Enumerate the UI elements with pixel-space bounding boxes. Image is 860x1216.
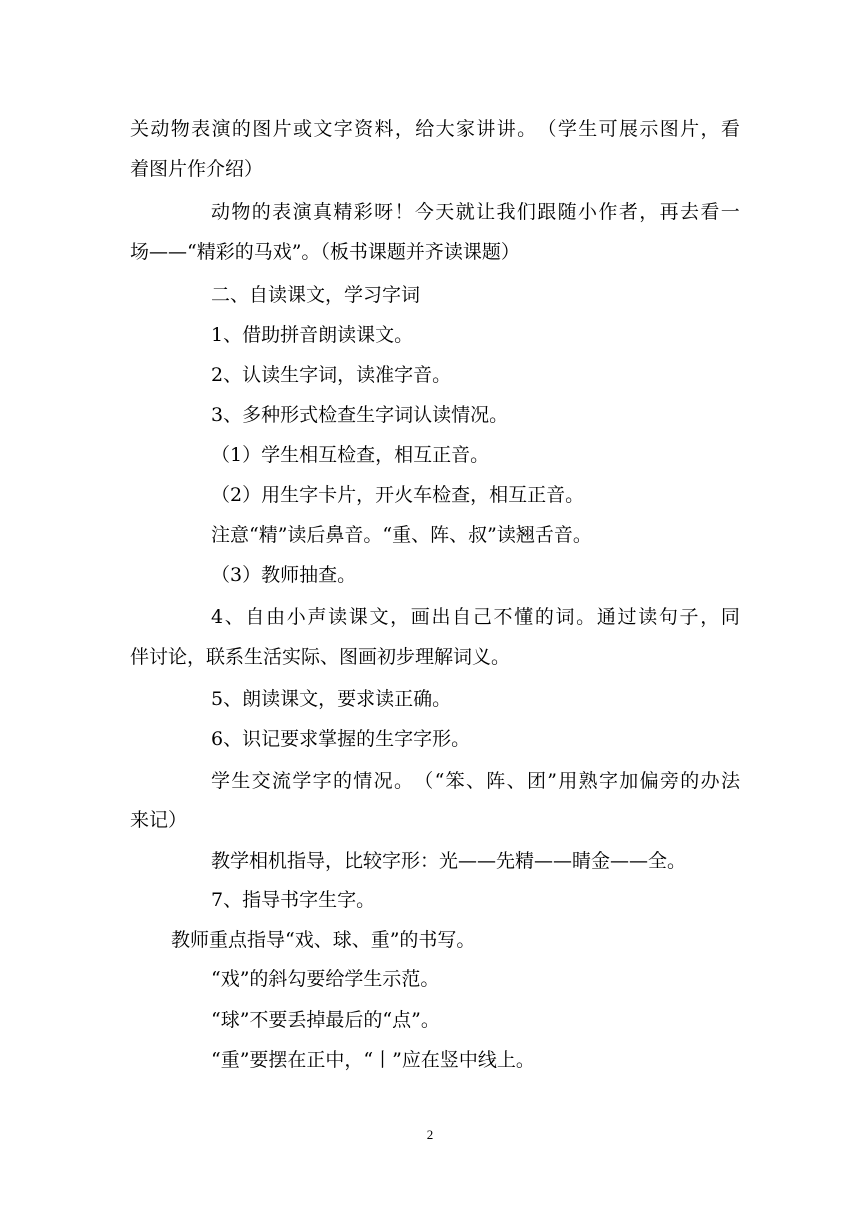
sub-list-item: （1）学生相互检查，相互正音。 [211,444,490,466]
text-glyph: 字 [333,118,353,140]
section-heading: 二、自读课文，学习字词 [211,284,421,306]
list-item [211,605,740,629]
text-glyph: 旁 [659,770,679,792]
text-glyph: 子 [679,606,699,628]
text-glyph: （ [537,118,557,140]
text-glyph: 、 [224,606,244,628]
text-glyph: 作 [598,201,618,223]
text-glyph: 况 [373,770,393,792]
list-item: 5、朗读课文，要求读正确。 [211,688,452,710]
text-glyph: 的 [332,770,352,792]
text-glyph: 同 [720,606,740,628]
text-glyph: ， [700,118,720,140]
text-glyph: 精 [333,201,353,223]
text-glyph: 可 [598,118,618,140]
text-glyph: 生 [578,118,598,140]
text-glyph: 再 [659,201,679,223]
text-glyph: 偏 [639,770,659,792]
paragraph-line [211,769,740,793]
text-glyph: 料 [374,118,394,140]
text-glyph: ， [390,606,410,628]
text-glyph: 。 [576,606,596,628]
paragraph-line: 伴讨论，联系生活实际、图画初步理解词义。 [130,646,511,668]
text-glyph: 天 [435,201,455,223]
text-glyph: 演 [211,118,231,140]
text-glyph: 跟 [537,201,557,223]
text-glyph: 。 [517,118,537,140]
text-glyph: 读 [638,606,658,628]
text-glyph: 熟 [578,770,598,792]
text-glyph: 给 [415,118,435,140]
text-glyph: 演 [292,201,312,223]
list-item: 7、指导书字生字。 [211,889,376,911]
text-glyph: 学 [557,118,577,140]
text-glyph: 小 [286,606,306,628]
text-glyph: 片 [680,118,700,140]
text-glyph: 用 [558,770,578,792]
list-item: 1、借助拼音朗读课文。 [211,324,414,346]
text-glyph: 彩 [353,201,373,223]
text-glyph: 让 [476,201,496,223]
text-glyph: 声 [307,606,327,628]
text-glyph: 情 [353,770,373,792]
text-glyph: 者 [618,201,638,223]
text-glyph: 办 [700,770,720,792]
text-glyph: 示 [639,118,659,140]
paragraph-line: 着图片作介绍） [130,158,264,180]
sub-list-item: （2）用生字卡片，开火车检查，相互正音。 [211,484,585,506]
text-glyph: ， [700,606,720,628]
text-glyph: 、 [506,770,526,792]
paragraph-line: “球”不要丢掉最后的“点”。 [211,1009,440,1031]
sub-list-item: （3）教师抽查。 [211,564,357,586]
text-glyph: 讲 [476,118,496,140]
text-glyph: 学 [292,770,312,792]
text-glyph: 今 [414,201,434,223]
paragraph-line: 教师重点指导“戏、球、重”的书写。 [171,929,476,951]
paragraph-line: “戏”的斜勾要给学生示范。 [211,968,440,990]
list-item: 3、多种形式检查生字词认读情况。 [211,404,509,426]
paragraph-line: 场——“精彩的马戏”。（板书课题并齐读课题） [130,241,520,263]
paragraph-line: 来记） [130,809,188,831]
page-number: 2 [426,1127,434,1142]
text-glyph: 交 [251,770,271,792]
text-glyph: 展 [619,118,639,140]
paragraph-line [211,200,740,224]
text-glyph: 自 [452,606,472,628]
text-glyph: 学 [211,770,231,792]
text-glyph: 4 [211,606,224,628]
text-glyph: 。 [393,770,413,792]
text-glyph: 讲 [496,118,516,140]
text-glyph: 生 [231,770,251,792]
text-glyph: 家 [456,118,476,140]
text-glyph: 看 [720,118,740,140]
text-glyph: 关 [130,118,150,140]
text-glyph: “ [434,770,445,792]
text-glyph: 自 [245,606,265,628]
text-glyph: 的 [251,201,271,223]
text-glyph: 己 [472,606,492,628]
text-glyph: 小 [578,201,598,223]
text-glyph: （ [414,770,434,792]
text-glyph: 读 [328,606,348,628]
text-glyph: 由 [266,606,286,628]
text-glyph: 句 [658,606,678,628]
text-glyph: 物 [231,201,251,223]
text-glyph: 、 [465,770,485,792]
text-glyph: 表 [272,201,292,223]
paragraph-line [130,117,740,141]
text-glyph: ， [394,118,414,140]
text-glyph: 法 [720,770,740,792]
text-glyph: 大 [435,118,455,140]
text-glyph: 懂 [514,606,534,628]
text-glyph: 动 [150,118,170,140]
text-glyph: 呀 [374,201,394,223]
text-glyph: 我 [496,201,516,223]
text-glyph: ！ [394,201,414,223]
text-glyph: 字 [598,770,618,792]
text-glyph: 就 [455,201,475,223]
paragraph-line: 教学相机指导，比较字形：光——先精——睛金——全。 [211,850,687,872]
text-glyph: 通 [596,606,616,628]
list-item: 2、认读生字词，读准字音。 [211,364,452,386]
text-glyph: 笨 [445,770,465,792]
text-glyph: 一 [720,201,740,223]
text-glyph: 团 [526,770,546,792]
text-glyph: 的 [680,770,700,792]
text-glyph: 物 [170,118,190,140]
text-glyph: 词 [555,606,575,628]
text-glyph: 文 [369,606,389,628]
text-glyph: 的 [534,606,554,628]
text-glyph: 资 [354,118,374,140]
text-glyph: 的 [231,118,251,140]
text-glyph: 去 [679,201,699,223]
text-glyph: 片 [272,118,292,140]
text-glyph: 们 [516,201,536,223]
text-glyph: 图 [252,118,272,140]
text-glyph: 画 [410,606,430,628]
text-glyph: 不 [493,606,513,628]
text-glyph: 过 [617,606,637,628]
text-glyph: 流 [271,770,291,792]
text-glyph: 动 [211,201,231,223]
text-glyph: 看 [700,201,720,223]
text-glyph: 文 [313,118,333,140]
text-glyph: 表 [191,118,211,140]
text-glyph: 图 [659,118,679,140]
list-item: 6、识记要求掌握的生字字形。 [211,728,471,750]
text-glyph: 或 [293,118,313,140]
text-glyph: 随 [557,201,577,223]
paragraph-line: “重”要摆在正中，“丨”应在竖中线上。 [211,1049,535,1071]
text-glyph: 字 [312,770,332,792]
text-glyph: ” [547,770,557,792]
text-glyph: 阵 [486,770,506,792]
text-glyph: 课 [348,606,368,628]
text-glyph: ， [639,201,659,223]
text-glyph: 出 [431,606,451,628]
text-glyph: 真 [312,201,332,223]
text-glyph: 加 [619,770,639,792]
paragraph-line: 注意“精”读后鼻音。“重、阵、叔”读翘舌音。 [211,524,592,546]
